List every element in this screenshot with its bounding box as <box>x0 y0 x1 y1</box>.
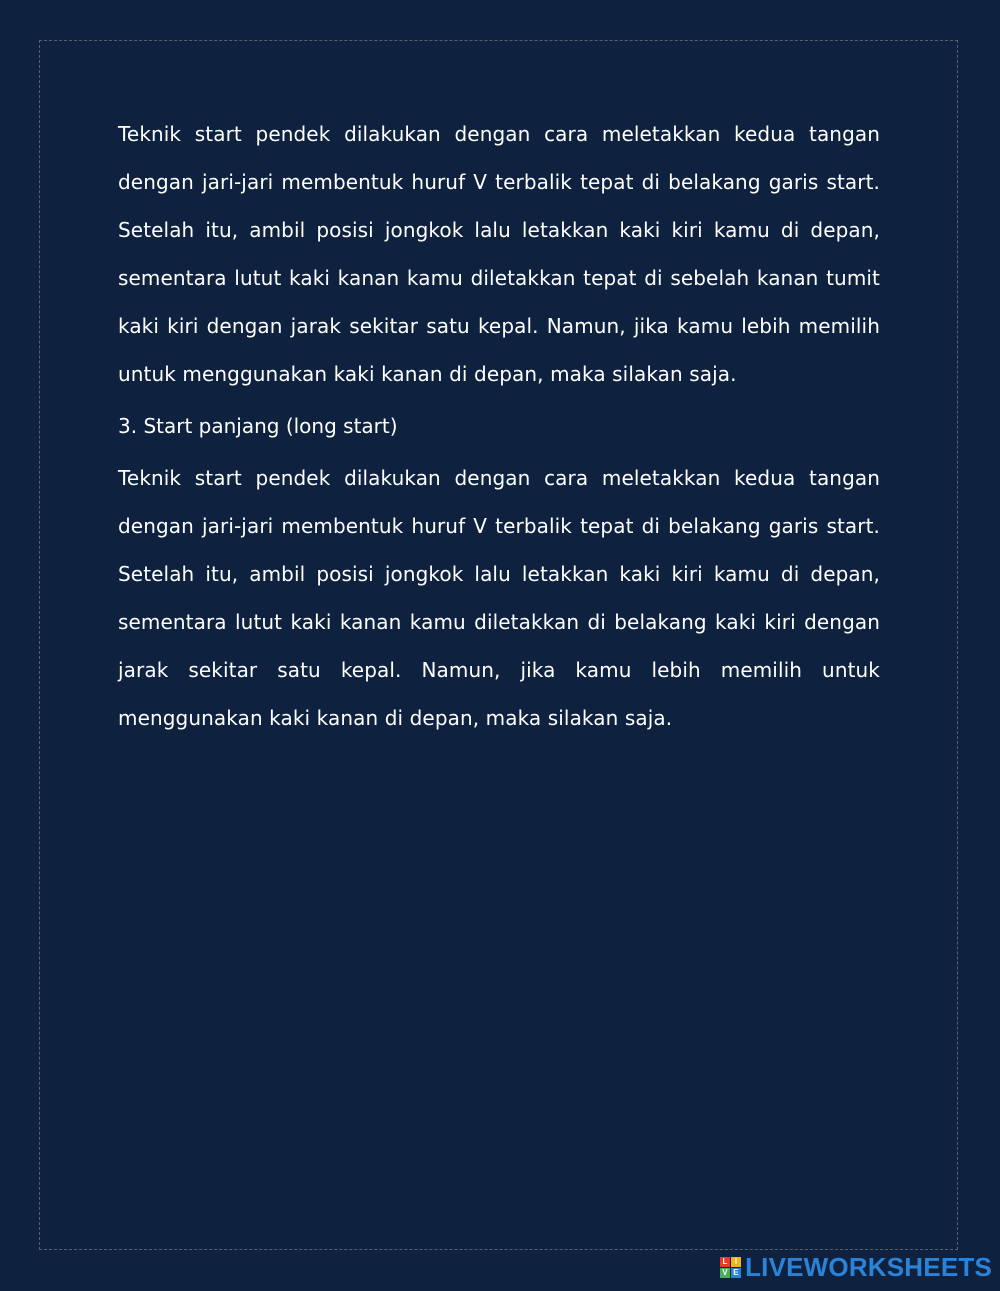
logo-letter-l: L <box>720 1257 730 1267</box>
watermark-text: LIVEWORKSHEETS <box>745 1252 992 1282</box>
liveworksheets-logo-icon <box>720 1257 741 1278</box>
liveworksheets-watermark <box>720 1252 992 1283</box>
section-heading-long-start: 3. Start panjang (long start) <box>118 414 398 438</box>
paragraph-long-start: Teknik start pendek dilakukan dengan cara meletakkan kedua tangan dengan jari-jari membentuk huruf V terbalik tepat di belakang garis start. Setelah itu, ambil posisi jongkok lalu letakkan kaki kiri kamu di depan, sementara lutut kaki kanan kamu diletakkan di belakang kaki kiri dengan jarak sekitar satu kepal. Namun, jika kamu lebih memilih untuk menggunakan kaki kanan di depan, maka silakan saja. <box>118 466 880 730</box>
logo-letter-e: E <box>731 1268 741 1278</box>
logo-letter-v: V <box>720 1268 730 1278</box>
document-body <box>118 110 880 742</box>
paragraph-short-start: Teknik start pendek dilakukan dengan cara meletakkan kedua tangan dengan jari-jari membentuk huruf V terbalik tepat di belakang garis start. Setelah itu, ambil posisi jongkok lalu letakkan kaki kiri kamu di depan, sementara lutut kaki kanan kamu diletakkan tepat di sebelah kanan tumit kaki kiri dengan jarak sekitar satu kepal. Namun, jika kamu lebih memilih untuk menggunakan kaki kanan di depan, maka silakan saja. <box>118 122 880 386</box>
logo-letter-i: I <box>731 1257 741 1267</box>
